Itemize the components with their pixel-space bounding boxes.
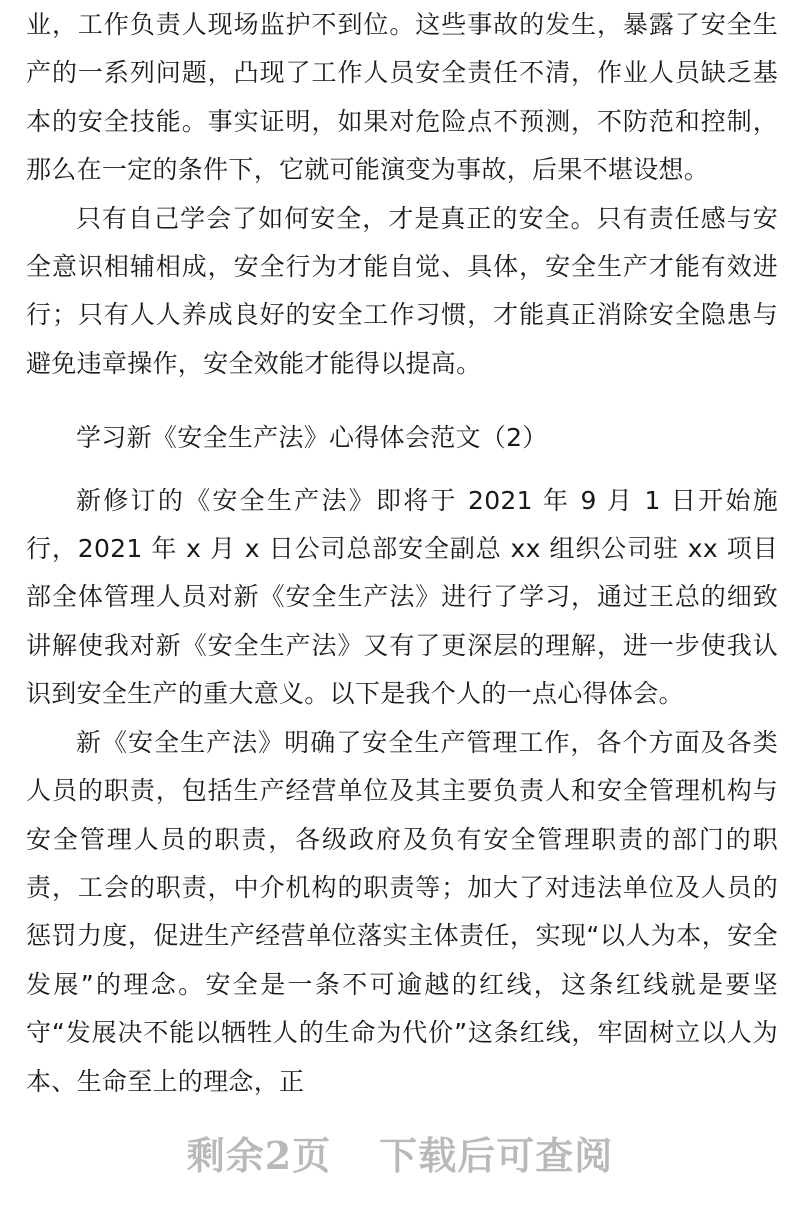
paragraph: 新修订的《安全生产法》即将于 2021 年 9 月 1 日开始施行，2021 年 x 月 x 日公司总部安全副总 xx 组织公司驻 xx 项目部全体管理人员对新《安全生产法》进行了学习，通过王总的细致讲解使我对新《安全生产法》又有了更深层的理解，进一步使我认识到安全生产的重大意义。以下是我个人的一点心得体会。 xyxy=(26,485,778,709)
document-body xyxy=(26,0,778,1106)
paragraph: 只有自己学会了如何安全，才是真正的安全。只有责任感与安全意识相辅相成，安全行为才能自觉、具体，安全生产才能有效进行；只有人人养成良好的安全工作习惯，才能真正消除安全隐患与避免违章操作，安全效能才能得以提高。 xyxy=(26,203,778,378)
section-title: 学习新《安全生产法》心得体会范文（2） xyxy=(76,423,548,453)
remaining-pages-banner[interactable] xyxy=(0,1126,800,1186)
remaining-pages-label: 剩余2页 xyxy=(186,1133,332,1178)
download-hint-label: 下载后可查阅 xyxy=(379,1133,614,1178)
paragraph-continued: 业，工作负责人现场监护不到位。这些事故的发生，暴露了安全生产的一系列问题，凸现了工作人员安全责任不清，作业人员缺乏基本的安全技能。事实证明，如果对危险点不预测，不防范和控制，那么在一定的条件下，它就可能演变为事故，后果不堪设想。 xyxy=(26,10,778,185)
paragraph-truncated: 新《安全生产法》明确了安全生产管理工作，各个方面及各类人员的职责，包括生产经营单位及其主要负责人和安全管理机构与安全管理人员的职责，各级政府及负有安全管理职责的部门的职责，工会的职责，中介机构的职责等；加大了对违法单位及人员的惩罚力度，促进生产经营单位落实主体责任，实现“以人为本，安全发展”的理念。安全是一条不可逾越的红线，这条红线就是要坚守“发展决不能以牺牲人的生命为代价”这条红线，牢固树立以人为本、生命至上的理念，正 xyxy=(26,727,778,1096)
